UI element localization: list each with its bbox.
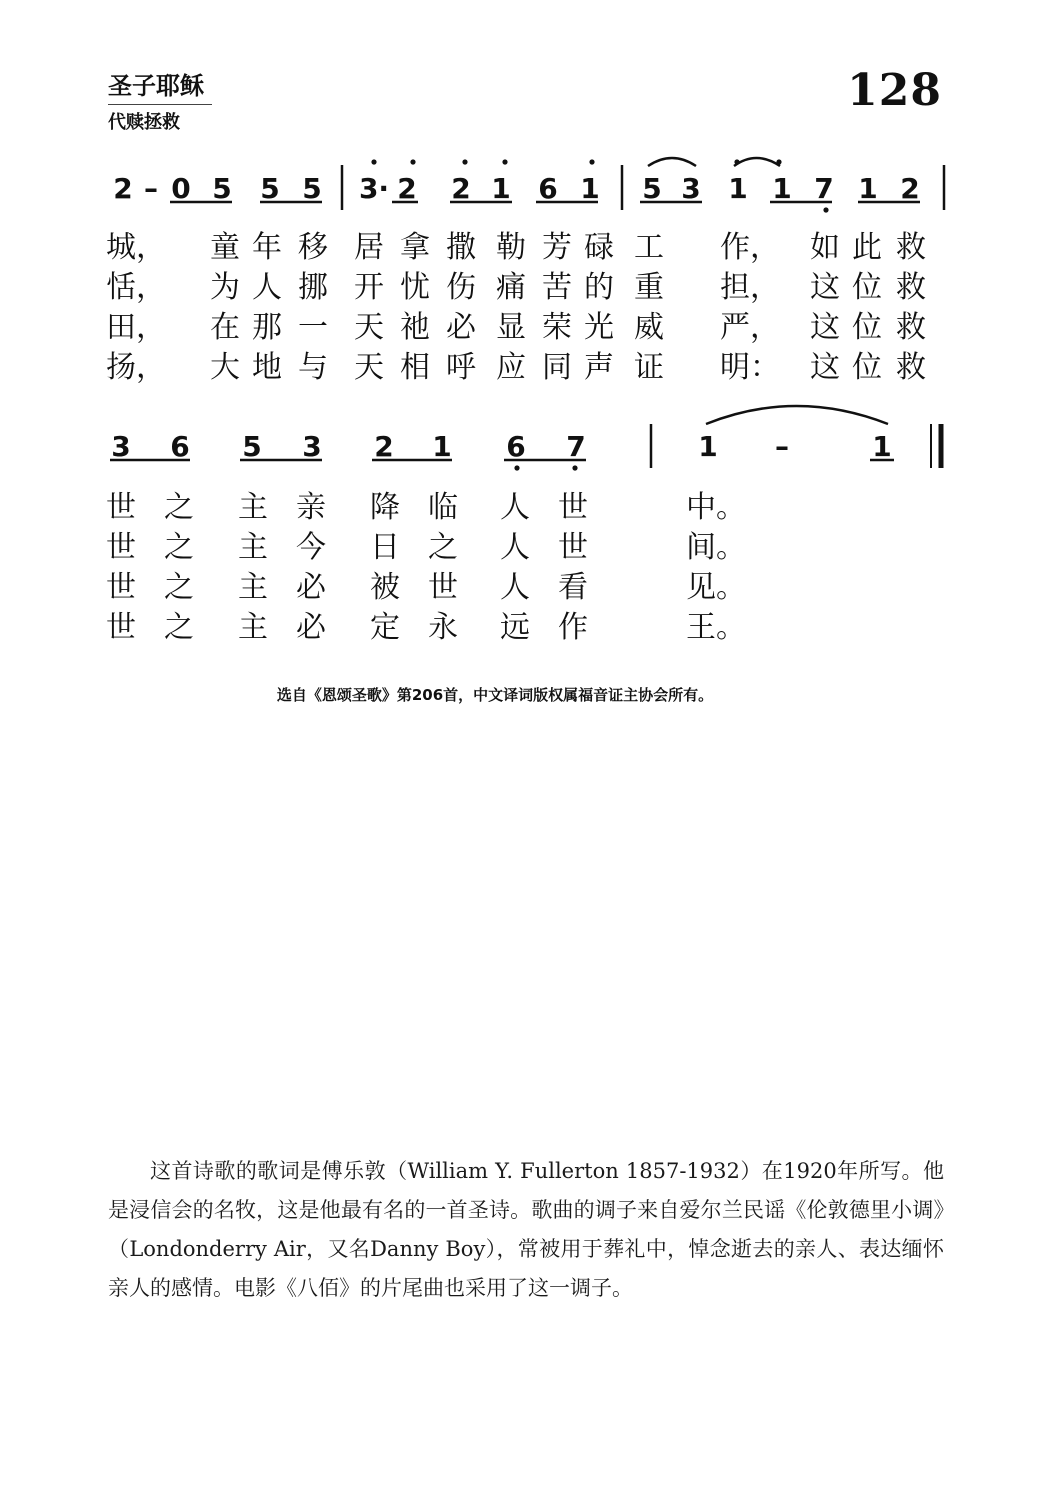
lyric-syllable: 之 [164, 530, 194, 565]
line1-note: 2 [113, 172, 133, 205]
lyric-syllable: 永 [428, 610, 458, 645]
lyric-syllable: 威 [634, 310, 664, 345]
lyric-syllable: 显 [496, 310, 526, 345]
lyric-syllable: 为 [210, 270, 240, 305]
line1-note: 5 [642, 172, 662, 205]
line2-note: 3 [302, 430, 322, 463]
lyric-syllable: 这 [810, 270, 840, 305]
lyric-syllable: 一 [298, 310, 328, 345]
lyric-syllable: 人 [252, 270, 282, 305]
lyric-syllable: 世 [558, 490, 588, 525]
lyric-syllable: 救 [896, 230, 926, 265]
lyric-syllable: 今 [296, 530, 326, 565]
lyric-syllable: 救 [896, 310, 926, 345]
lyric-syllable: 同 [542, 350, 572, 385]
lyric-syllable: 勒 [496, 230, 526, 265]
lyric-syllable: 位 [852, 270, 882, 305]
notation-line-2-dots [514, 465, 577, 470]
lyric-syllable: 光 [584, 310, 614, 345]
category-title: 圣子耶稣 [108, 71, 204, 100]
lyric-syllable: 远 [500, 610, 530, 645]
line1-note: 1 [580, 172, 600, 205]
lyric-syllable: 定 [370, 610, 400, 645]
lyric-syllable: 童 [210, 230, 240, 265]
line1-note: 1 [858, 172, 878, 205]
lyric-syllable: 声 [584, 350, 614, 385]
line1-note: 7 [814, 172, 834, 205]
lyric-syllable: 看 [558, 570, 588, 605]
lyric-syllable: 恬， [106, 270, 166, 305]
line1-note: 1 [728, 172, 748, 205]
lyric-syllable: 世 [558, 530, 588, 565]
lyric-syllable: 主 [238, 570, 268, 605]
lyric-syllable: 日 [370, 530, 400, 565]
lyric-syllable: 见。 [686, 570, 746, 605]
lyric-syllable: 祂 [400, 310, 430, 345]
line1-note: 1 [491, 172, 511, 205]
line1-note: 2 [397, 172, 417, 205]
lyric-syllable: 这 [810, 310, 840, 345]
lyric-syllable: 痛 [496, 270, 526, 305]
lyric-syllable: 工 [634, 230, 664, 265]
lyric-syllable: 主 [238, 530, 268, 565]
lyric-syllable: 临 [428, 490, 458, 525]
subcategory-title: 代赎拯救 [108, 112, 180, 133]
lyric-syllable: 救 [896, 350, 926, 385]
lyric-syllable: 居 [354, 230, 384, 265]
line1-note: 1 [772, 172, 792, 205]
lyric-syllable: 明： [720, 350, 780, 385]
lyric-syllable: 主 [238, 610, 268, 645]
lyric-syllable: 世 [106, 530, 136, 565]
line2-note: 1 [698, 430, 718, 463]
lyric-syllable: 天 [354, 350, 384, 385]
line2-note: 6 [170, 430, 190, 463]
source-note: 选自《恩颂圣歌》第206首，中文译词版权属福音证主协会所有。 [276, 686, 714, 704]
lyric-syllable: 世 [106, 490, 136, 525]
lyric-syllable: 苦 [542, 270, 572, 305]
lyric-syllable: 主 [238, 490, 268, 525]
lyric-syllable: 世 [106, 610, 136, 645]
notation-line-1-dots [371, 159, 828, 212]
line1-note: 3 [681, 172, 701, 205]
lyric-syllable: 必 [446, 310, 476, 345]
lyric-syllable: 如 [810, 230, 840, 265]
line1-note: 2 [900, 172, 920, 205]
lyric-syllable: 芳 [542, 230, 572, 265]
lyric-syllable: 人 [500, 530, 530, 565]
lyric-syllable: 人 [500, 570, 530, 605]
lyric-syllable: 人 [500, 490, 530, 525]
lyric-syllable: 这 [810, 350, 840, 385]
lyric-syllable: 之 [164, 490, 194, 525]
line2-note: 1 [872, 430, 892, 463]
lyric-syllable: 应 [496, 350, 526, 385]
lyric-syllable: 作， [720, 230, 780, 265]
lyric-syllable: 间。 [686, 530, 746, 565]
lyric-syllable: 位 [852, 310, 882, 345]
line1-note: 5 [302, 172, 322, 205]
lyric-syllable: 挪 [298, 270, 328, 305]
lyric-syllable: 移 [298, 230, 328, 265]
lyric-syllable: 之 [428, 530, 458, 565]
lyric-syllable: 世 [106, 570, 136, 605]
line1-note: 6 [538, 172, 558, 205]
line1-note: 2 [451, 172, 471, 205]
lyric-syllable: 在 [210, 310, 240, 345]
lyric-syllable: 与 [298, 350, 328, 385]
lyric-syllable: 荣 [542, 310, 572, 345]
lyric-syllable: 碌 [584, 230, 614, 265]
hymn-number: 128 [847, 65, 942, 116]
lyric-syllable: 位 [852, 350, 882, 385]
line1-note: – [144, 172, 158, 205]
lyric-syllable: 拿 [400, 230, 430, 265]
lyric-syllable: 降 [370, 490, 400, 525]
notation-line-2 [111, 430, 891, 463]
lyric-syllable: 地 [252, 350, 282, 385]
line2-note: 6 [506, 430, 526, 463]
lyric-syllable: 严， [720, 310, 780, 345]
lyric-syllable: 忧 [400, 270, 430, 305]
lyric-syllable: 担， [720, 270, 780, 305]
lyric-syllable: 被 [370, 570, 400, 605]
lyric-syllable: 世 [428, 570, 458, 605]
lyric-syllable: 重 [634, 270, 664, 305]
lyric-syllable: 王。 [686, 610, 746, 645]
lyric-syllable: 天 [354, 310, 384, 345]
lyric-syllable: 作 [558, 610, 588, 645]
line1-note: 0 [171, 172, 191, 205]
lyric-syllable: 救 [896, 270, 926, 305]
lyric-syllable: 年 [252, 230, 282, 265]
commentary-paragraph: 这首诗歌的歌词是傅乐敦（William Y. Fullerton 1857-1932）在1920年所写。他是浸信会的名牧，这是他最有名的一首圣诗。歌曲的调子来自爱尔兰民谣《伦敦德里小调》（Londonderry Air，又名Danny Boy），常被用于葬礼中，悼念逝去的亲人、表达缅怀亲人的感情。电影《八佰》的片尾曲也采用了这一调子。 [108, 1159, 944, 1300]
line2-note: 3 [111, 430, 131, 463]
lyric-syllable: 呼 [446, 350, 476, 385]
notation-line-1 [113, 172, 919, 205]
line2-note: 5 [242, 430, 262, 463]
lyric-syllable: 的 [584, 270, 614, 305]
lyric-syllable: 开 [354, 270, 384, 305]
lyric-syllable: 之 [164, 610, 194, 645]
line2-note: 7 [566, 430, 586, 463]
lyric-syllable: 城， [106, 230, 166, 265]
lyric-syllable: 证 [634, 350, 664, 385]
lyric-syllable: 田， [106, 310, 166, 345]
line1-note: 3· [358, 172, 390, 205]
lyric-syllable: 必 [296, 610, 326, 645]
line1-note: 5 [260, 172, 280, 205]
line2-note: – [775, 430, 789, 463]
line2-note: 1 [432, 430, 452, 463]
lyric-syllable: 大 [210, 350, 240, 385]
lyric-syllable: 之 [164, 570, 194, 605]
line1-note: 5 [212, 172, 232, 205]
commentary [108, 1152, 944, 1308]
lyric-syllable: 那 [252, 310, 282, 345]
lyric-syllable: 伤 [446, 270, 476, 305]
lyric-syllable: 相 [400, 350, 430, 385]
lyric-syllable: 此 [852, 230, 882, 265]
lyric-syllable: 撒 [446, 230, 476, 265]
line2-note: 2 [374, 430, 394, 463]
lyric-syllable: 亲 [296, 490, 326, 525]
lyric-syllable: 必 [296, 570, 326, 605]
lyric-syllable: 中。 [686, 490, 746, 525]
lyric-syllable: 扬， [106, 350, 166, 385]
